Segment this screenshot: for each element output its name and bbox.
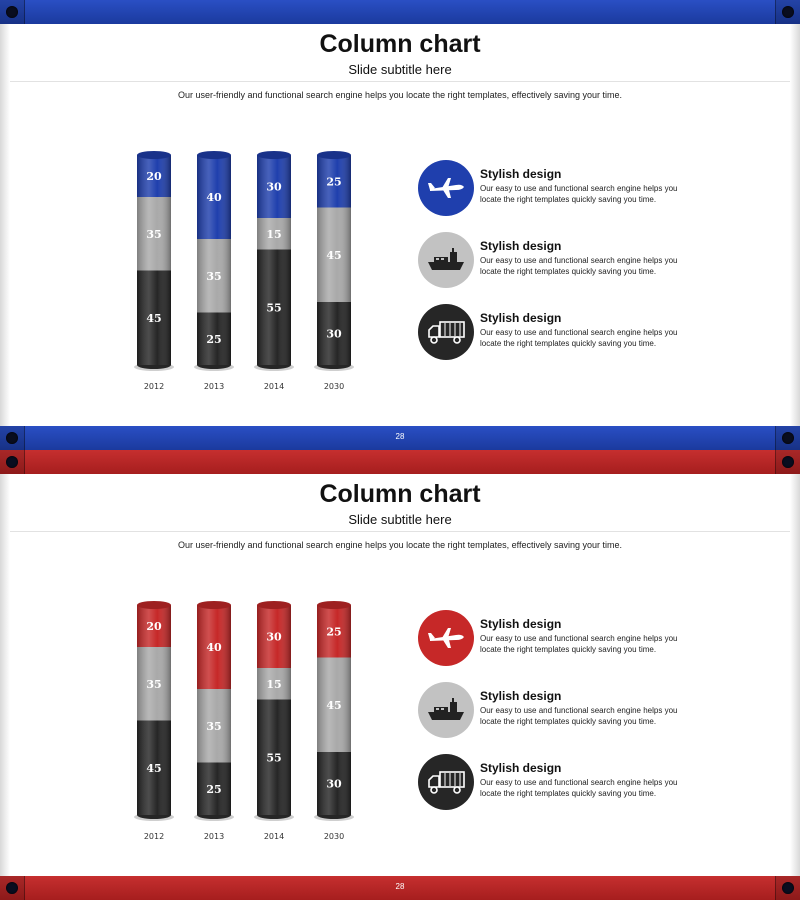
- data-label: 45: [326, 698, 342, 712]
- bolt-icon: [775, 450, 800, 474]
- legend-text: Our easy to use and functional search engine helps you locate the right templates quickly saving you time.: [480, 706, 678, 726]
- data-label: 30: [266, 630, 282, 644]
- data-label: 35: [206, 269, 222, 283]
- category-label: 2030: [323, 832, 345, 841]
- slide-subtitle: Slide subtitle here: [348, 62, 452, 77]
- data-label: 35: [206, 719, 222, 733]
- data-label: 15: [266, 227, 282, 241]
- data-label: 20: [146, 620, 162, 633]
- legend-item-3: [418, 304, 708, 360]
- bottom-bar: [0, 876, 800, 900]
- legend-title: Stylish design: [480, 761, 562, 775]
- column-cap: [137, 601, 171, 609]
- truck-icon: [426, 768, 466, 796]
- slide-title: Column chart: [319, 30, 481, 58]
- legend-item-3: [418, 754, 708, 810]
- legend-title: Stylish design: [480, 689, 562, 703]
- data-label: 30: [326, 777, 342, 791]
- stacked-column-chart: [120, 590, 380, 850]
- data-label: 35: [146, 227, 162, 241]
- data-label: 25: [206, 332, 222, 346]
- ship-icon: [426, 246, 466, 274]
- slide-red: [0, 450, 800, 900]
- legend-item-2: [418, 232, 708, 288]
- stacked-column-chart: [120, 140, 380, 400]
- category-label: 2014: [263, 382, 285, 391]
- right-edge-shadow: [790, 474, 800, 876]
- legend-circle: [418, 232, 474, 288]
- airplane-icon: [426, 174, 466, 202]
- slide-subtitle: Slide subtitle here: [348, 512, 452, 527]
- legend-title: Stylish design: [480, 617, 562, 631]
- category-label: 2012: [143, 832, 165, 841]
- data-label: 30: [326, 327, 342, 341]
- legend-text: Our easy to use and functional search engine helps you locate the right templates quickly saving you time.: [480, 184, 678, 204]
- bottom-bar: [0, 426, 800, 450]
- slide-title: Column chart: [319, 480, 481, 508]
- data-label: 55: [266, 301, 282, 315]
- data-label: 45: [146, 761, 162, 775]
- column-cap: [257, 151, 291, 159]
- title-divider: [10, 531, 790, 532]
- page-number: 28: [395, 432, 405, 441]
- top-bar: [0, 450, 800, 474]
- legend-title: Stylish design: [480, 167, 562, 181]
- data-label: 25: [326, 625, 342, 639]
- data-label: 25: [206, 782, 222, 796]
- legend-circle: [418, 754, 474, 810]
- bolt-icon: [775, 0, 800, 24]
- left-edge-shadow: [0, 474, 10, 876]
- bolt-icon: [0, 0, 25, 24]
- ship-icon: [426, 696, 466, 724]
- data-label: 55: [266, 751, 282, 765]
- category-label: 2030: [323, 382, 345, 391]
- data-label: 40: [206, 641, 222, 654]
- legend-title: Stylish design: [480, 239, 562, 253]
- column-cap: [137, 151, 171, 159]
- truck-icon: [426, 318, 466, 346]
- legend-item-1: [418, 160, 708, 216]
- legend-text: Our easy to use and functional search engine helps you locate the right templates quickly saving you time.: [480, 256, 678, 276]
- column-cap: [317, 601, 351, 609]
- top-bar: [0, 0, 800, 24]
- legend-text: Our easy to use and functional search engine helps you locate the right templates quickly saving you time.: [480, 634, 678, 654]
- legend-text: Our easy to use and functional search engine helps you locate the right templates quickly saving you time.: [480, 328, 678, 348]
- legend-title: Stylish design: [480, 311, 562, 325]
- data-label: 45: [146, 311, 162, 325]
- bolt-icon: [0, 450, 25, 474]
- category-label: 2012: [143, 382, 165, 391]
- legend-circle: [418, 160, 474, 216]
- legend-circle: [418, 610, 474, 666]
- category-label: 2013: [203, 832, 225, 841]
- column-cap: [197, 151, 231, 159]
- legend-item-1: [418, 610, 708, 666]
- category-label: 2013: [203, 382, 225, 391]
- left-edge-shadow: [0, 24, 10, 426]
- legend-text: Our easy to use and functional search engine helps you locate the right templates quickly saving you time.: [480, 778, 678, 798]
- right-edge-shadow: [790, 24, 800, 426]
- legend-circle: [418, 682, 474, 738]
- title-divider: [10, 81, 790, 82]
- data-label: 30: [266, 180, 282, 194]
- airplane-icon: [426, 624, 466, 652]
- column-cap: [197, 601, 231, 609]
- data-label: 25: [326, 175, 342, 189]
- slide-description: Our user-friendly and functional search engine helps you locate the right templates, effectively saving your time.: [177, 540, 623, 550]
- category-label: 2014: [263, 832, 285, 841]
- data-label: 20: [146, 170, 162, 183]
- data-label: 45: [326, 248, 342, 262]
- page-number: 28: [395, 882, 405, 891]
- column-cap: [257, 601, 291, 609]
- legend-item-2: [418, 682, 708, 738]
- data-label: 35: [146, 677, 162, 691]
- data-label: 15: [266, 677, 282, 691]
- data-label: 40: [206, 191, 222, 204]
- legend-circle: [418, 304, 474, 360]
- slide-description: Our user-friendly and functional search engine helps you locate the right templates, effectively saving your time.: [177, 90, 623, 100]
- column-cap: [317, 151, 351, 159]
